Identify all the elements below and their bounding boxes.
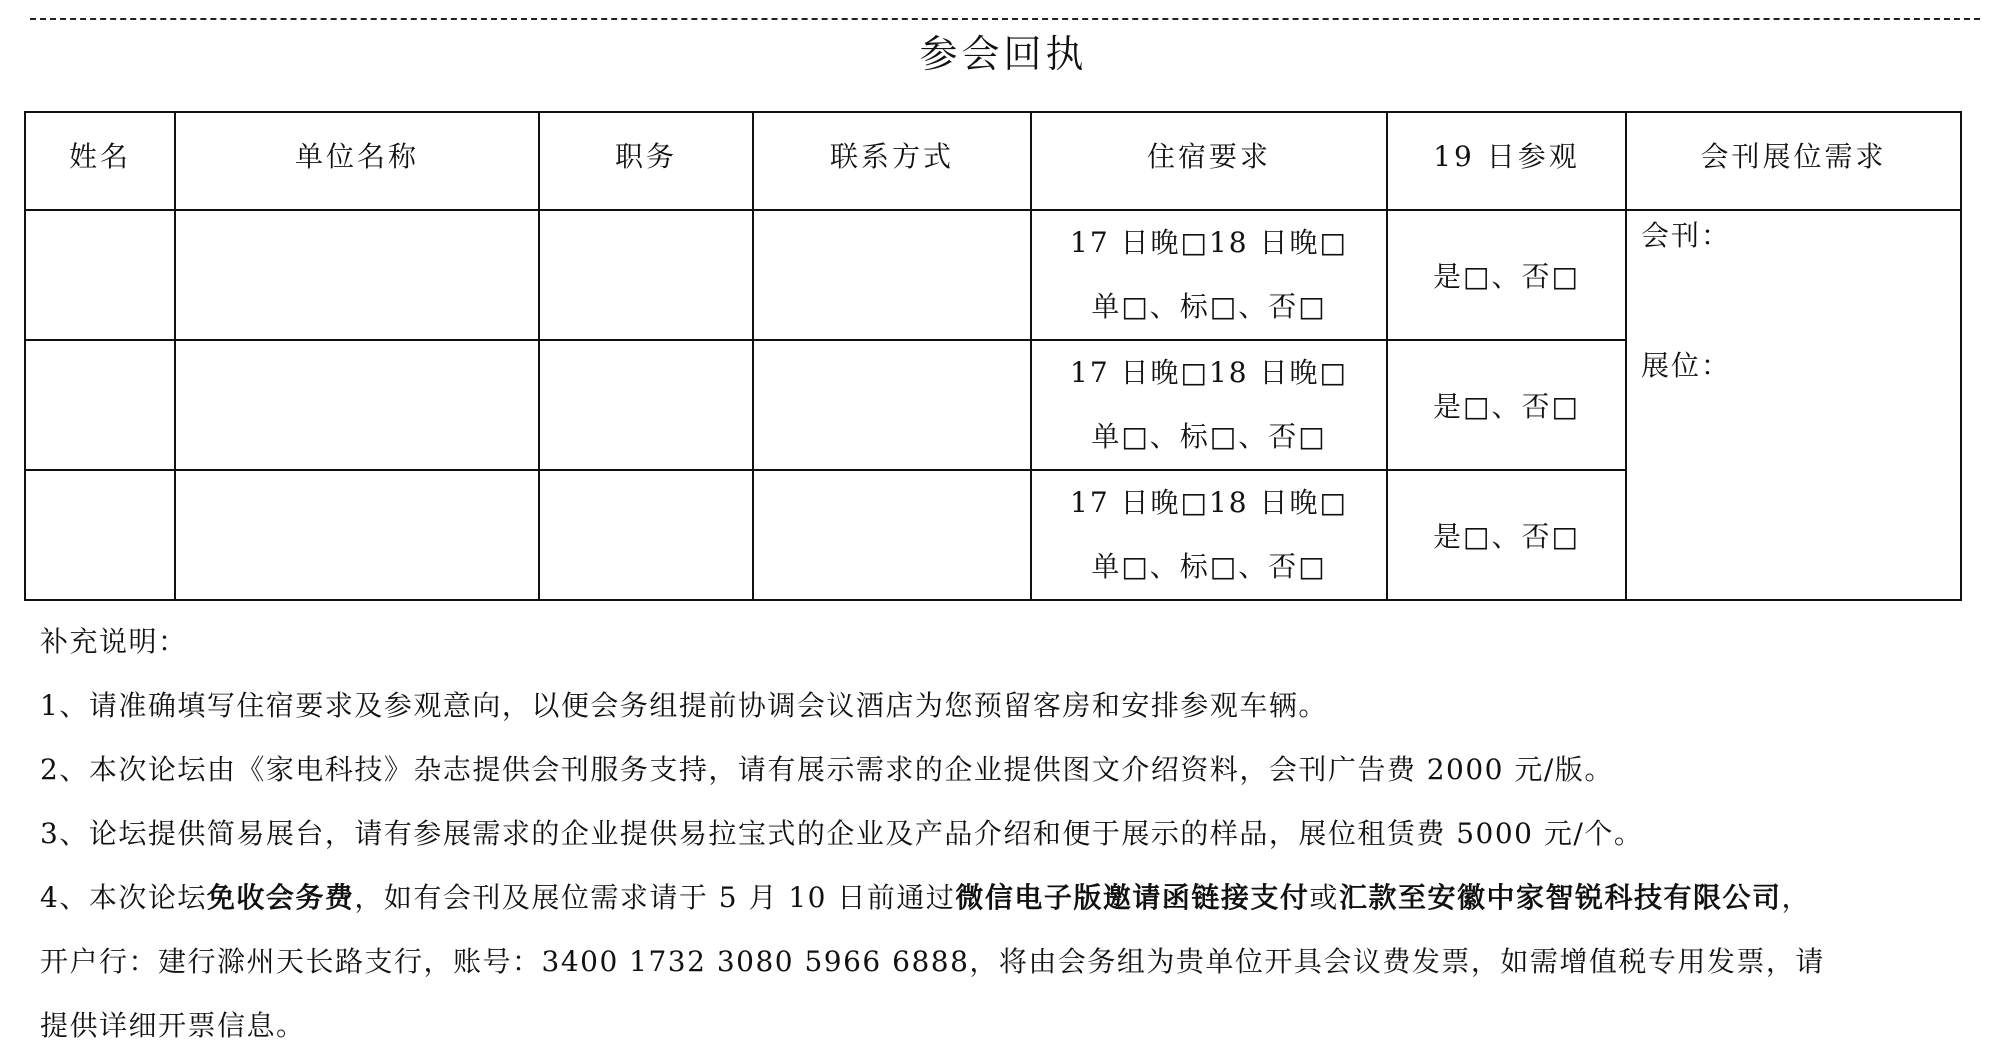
position-cell[interactable] bbox=[539, 470, 753, 600]
header-lodging: 住宿要求 bbox=[1031, 112, 1387, 210]
note-item-4-line2: 开户行：建行滁州天长路支行，账号：3400 1732 3080 5966 6888，将由会务组为贵单位开具会议费发票，如需增值税专用发票，请 bbox=[40, 945, 1825, 978]
booth-label: 展位： bbox=[1641, 349, 1732, 382]
lodging-dates[interactable]: 17 日晚□18 日晚□ bbox=[1070, 356, 1348, 389]
contact-cell[interactable] bbox=[753, 340, 1031, 470]
lodging-cell bbox=[1031, 470, 1387, 600]
form-title: 参会回执 bbox=[919, 32, 1088, 76]
cut-dashed-line bbox=[30, 18, 1980, 20]
visit-cell[interactable]: 是□、否□ bbox=[1387, 470, 1626, 600]
organization-cell[interactable] bbox=[175, 340, 539, 470]
note-emphasis: 免收会务费 bbox=[206, 881, 355, 914]
header-contact: 联系方式 bbox=[753, 112, 1031, 210]
lodging-cell bbox=[1031, 340, 1387, 470]
contact-cell[interactable] bbox=[753, 210, 1031, 340]
organization-cell[interactable] bbox=[175, 210, 539, 340]
lodging-cell bbox=[1031, 210, 1387, 340]
notes-heading: 补充说明： bbox=[40, 625, 188, 658]
table-row bbox=[25, 210, 1961, 340]
lodging-room-type[interactable]: 单□、标□、否□ bbox=[1091, 290, 1327, 323]
header-position: 职务 bbox=[539, 112, 753, 210]
lodging-room-type[interactable]: 单□、标□、否□ bbox=[1091, 550, 1327, 583]
lodging-dates[interactable]: 17 日晚□18 日晚□ bbox=[1070, 486, 1348, 519]
note-item-4-line3: 提供详细开票信息。 bbox=[40, 1009, 306, 1042]
note-item-3: 3、论坛提供简易展台，请有参展需求的企业提供易拉宝式的企业及产品介绍和便于展示的样品，展位租赁费 5000 元/个。 bbox=[40, 817, 1644, 850]
visit-cell[interactable]: 是□、否□ bbox=[1387, 210, 1626, 340]
note-text: ， bbox=[1781, 881, 1811, 914]
lodging-dates[interactable]: 17 日晚□18 日晚□ bbox=[1070, 226, 1348, 259]
header-booth: 会刊展位需求 bbox=[1626, 112, 1961, 210]
note-item-2: 2、本次论坛由《家电科技》杂志提供会刊服务支持，请有展示需求的企业提供图文介绍资料，会刊广告费 2000 元/版。 bbox=[40, 753, 1614, 786]
name-cell[interactable] bbox=[25, 210, 175, 340]
contact-cell[interactable] bbox=[753, 470, 1031, 600]
note-emphasis: 汇款至安徽中家智锐科技有限公司 bbox=[1338, 881, 1782, 914]
header-name: 姓名 bbox=[25, 112, 175, 210]
header-row bbox=[25, 112, 1961, 210]
registration-table bbox=[24, 111, 1962, 601]
note-text: 或 bbox=[1309, 881, 1339, 914]
note-text: ，如有会刊及展位需求请于 5 月 10 日前通过 bbox=[354, 881, 956, 914]
note-item-1: 1、请准确填写住宿要求及参观意向，以便会务组提前协调会议酒店为您预留客房和安排参观车辆。 bbox=[40, 689, 1328, 722]
note-text: 4、本次论坛 bbox=[40, 881, 207, 914]
name-cell[interactable] bbox=[25, 470, 175, 600]
note-item-4 bbox=[40, 866, 2000, 930]
position-cell[interactable] bbox=[539, 340, 753, 470]
booth-cell bbox=[1626, 210, 1961, 600]
header-visit: 19 日参观 bbox=[1387, 112, 1626, 210]
organization-cell[interactable] bbox=[175, 470, 539, 600]
supplementary-notes bbox=[40, 610, 2000, 1058]
name-cell[interactable] bbox=[25, 340, 175, 470]
visit-cell[interactable]: 是□、否□ bbox=[1387, 340, 1626, 470]
header-organization: 单位名称 bbox=[175, 112, 539, 210]
position-cell[interactable] bbox=[539, 210, 753, 340]
journal-label: 会刊： bbox=[1641, 219, 1732, 252]
note-emphasis: 微信电子版邀请函链接支付 bbox=[955, 881, 1310, 914]
lodging-room-type[interactable]: 单□、标□、否□ bbox=[1091, 420, 1327, 453]
